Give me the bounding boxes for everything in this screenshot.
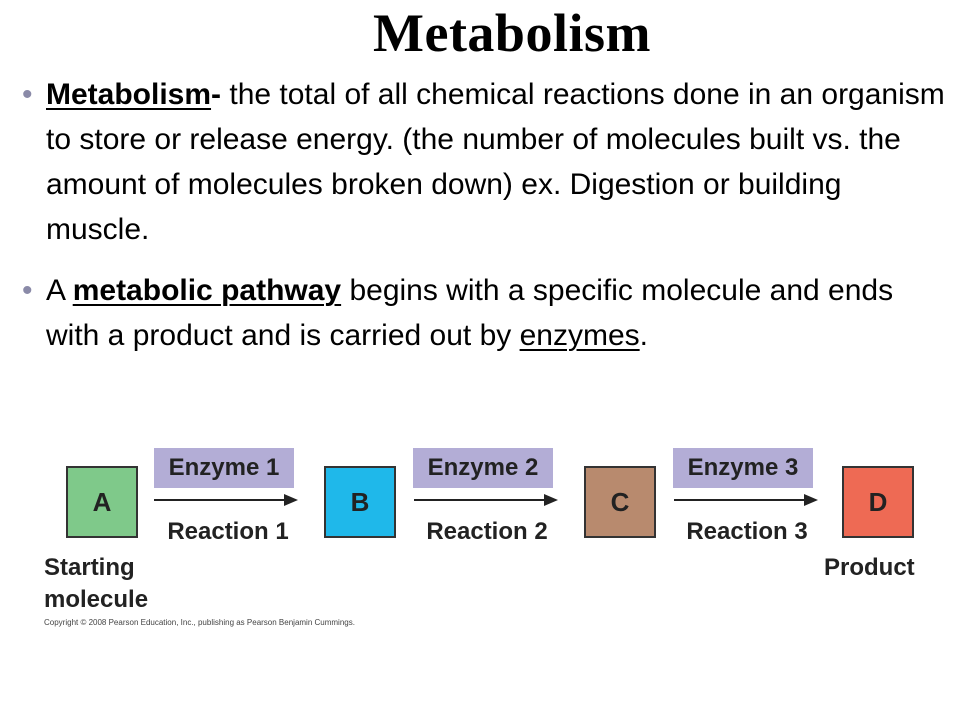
reaction-3-arrow-icon — [670, 490, 820, 510]
enzyme-3-label: Enzyme 3 — [673, 448, 813, 488]
metabolic-pathway-diagram — [0, 440, 960, 640]
term-dash: - — [211, 78, 222, 111]
bullet-list — [22, 72, 947, 358]
reaction-3-label: Reaction 3 — [686, 518, 808, 545]
molecule-b-box: B — [324, 466, 396, 538]
enzyme-1-label: Enzyme 1 — [154, 448, 294, 488]
term-enzymes: enzymes — [519, 319, 640, 352]
reaction-1-label: Reaction 1 — [167, 518, 289, 545]
term-metabolism: Metabolism — [46, 78, 212, 111]
bullet-dot-icon: • — [22, 274, 33, 307]
term-metabolic-pathway: metabolic pathway — [72, 274, 342, 307]
reaction-2-label: Reaction 2 — [426, 518, 548, 545]
molecule-d-box: D — [842, 466, 914, 538]
bullet-item — [22, 72, 947, 252]
reaction-2-arrow-icon — [410, 490, 560, 510]
starting-molecule-label — [44, 552, 148, 616]
product-label: Product — [824, 554, 915, 581]
reaction-1-arrow-icon — [150, 490, 300, 510]
bullet-dot-icon: • — [22, 78, 33, 111]
starting-label-line-2: molecule — [44, 586, 149, 613]
bullet-middle: begins with a specific molecule and ends with a product and is carried out by — [46, 274, 894, 352]
bullet-suffix: . — [639, 319, 648, 352]
molecule-a-box: A — [66, 466, 138, 538]
bullet-item — [22, 268, 947, 358]
molecule-c-box: C — [584, 466, 656, 538]
definition-text: the total of all chemical reactions done in an organism to store or release energy. (the number of molecules built vs. the amount of molecules broken down) ex. Digestion or building muscle. — [46, 78, 945, 246]
bullet-prefix: A — [46, 274, 73, 307]
copyright-note: Copyright © 2008 Pearson Education, Inc., publishing as Pearson Benjamin Cummings. — [44, 618, 355, 627]
slide-title: Metabolism — [373, 3, 651, 63]
starting-label-line-1: Starting — [44, 554, 135, 581]
enzyme-2-label: Enzyme 2 — [413, 448, 553, 488]
